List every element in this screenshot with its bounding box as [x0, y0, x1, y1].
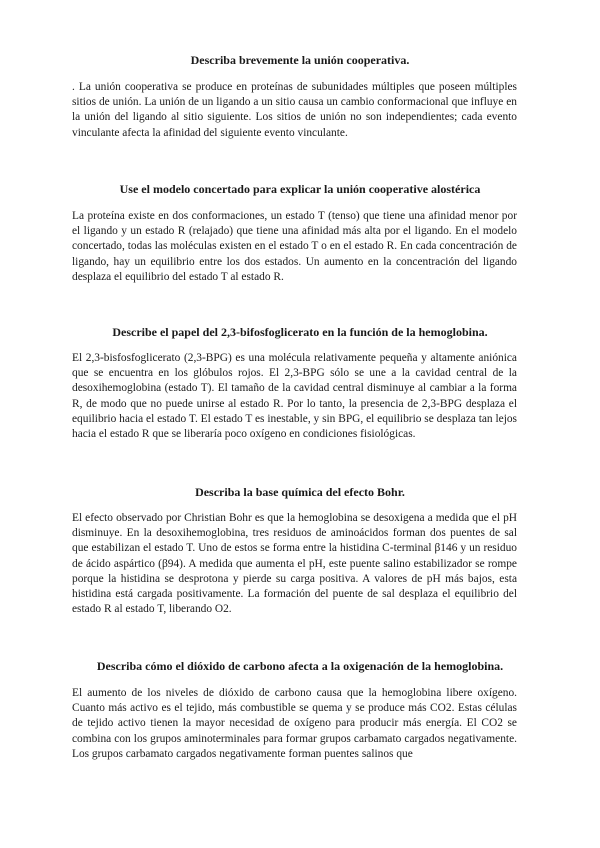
heading-concerted-model: Use el modelo concertado para explicar la unión cooperative alostérica	[119, 182, 481, 196]
heading-bohr-effect: Describa la base química del efecto Bohr.	[195, 485, 405, 499]
paragraph-bohr-effect: El efecto observado por Christian Bohr es que la hemoglobina se desoxigena a medida que el pH disminuye. En la desoxihemoglobina, tres residuos de aminoácidos forman dos puentes de sal que estabilizan el estado T. Uno de estos se forma entre la histidina C-terminal β146 y un residuo de ácido aspártico (β94). A medida que aumenta el pH, este puente salino estabilizador se rompe porque la histidina se desprotona y pierde su carga positiva. A valores de pH más bajos, esta histidina está cargada positivamente. La formación del puente de sal desplaza el equilibrio del estado R al estado T, liberando O2.	[72, 512, 517, 616]
paragraph-co2-effect: El aumento de los niveles de dióxido de carbono causa que la hemoglobina libere oxígeno. Cuanto más activo es el tejido, más combustible se quema y se produce más CO2. Estas células de tejido activo tienen la mayor necesidad de oxígeno para producir más energía. El CO2 se combina con los grupos aminoterminales para formar grupos carbamato cargados negativamente. Los grupos carbamato cargados negativamente forman puentes salinos que	[72, 687, 517, 760]
paragraph-concerted-model: La proteína existe en dos conformaciones, un estado T (tenso) que tiene una afinidad menor por el ligando y un estado R (relajado) que tiene una afinidad más alta por el ligando. En el modelo concertado, todas las moléculas existen en el estado T o en el estado R. En cada concentración de ligando, hay un equilibrio entre los dos estados. Un aumento en la concentración del ligando desplaza el equilibrio del estado T al estado R.	[72, 210, 517, 283]
paragraph-cooperative-binding: . La unión cooperativa se produce en proteínas de subunidades múltiples que poseen múltiples sitios de unión. La unión de un ligando a un sitio causa un cambio conformacional que influye en la unión del ligando al sitio siguiente. Los sitios de unión no son independientes; cada evento vinculante afecta la afinidad del siguiente evento vinculante.	[72, 81, 517, 139]
heading-cooperative-binding: Describa brevemente la unión cooperativa.	[190, 53, 410, 67]
paragraph-bpg-role: El 2,3-bisfosfoglicerato (2,3-BPG) es una molécula relativamente pequeña y altamente aniónica que se encuentra en los glóbulos rojos. El 2,3-BPG sólo se une a la cavidad central de la desoxihemoglobina (estado T). El tamaño de la cavidad central disminuye al cambiar a la forma R, de modo que no puede unirse al estado R. Por lo tanto, la presencia de 2,3-BPG desplaza el equilibrio hacia el estado T. El estado T es inestable, y sin BPG, el equilibrio se desplaza tan lejos hacia el estado R que se liberaría poco oxígeno en condiciones fisiológicas.	[72, 352, 517, 441]
heading-bpg-role: Describe el papel del 2,3-bifosfoglicerato en la función de la hemoglobina.	[112, 325, 488, 339]
heading-co2-effect: Describa cómo el dióxido de carbono afecta a la oxigenación de la hemoglobina.	[96, 659, 504, 673]
